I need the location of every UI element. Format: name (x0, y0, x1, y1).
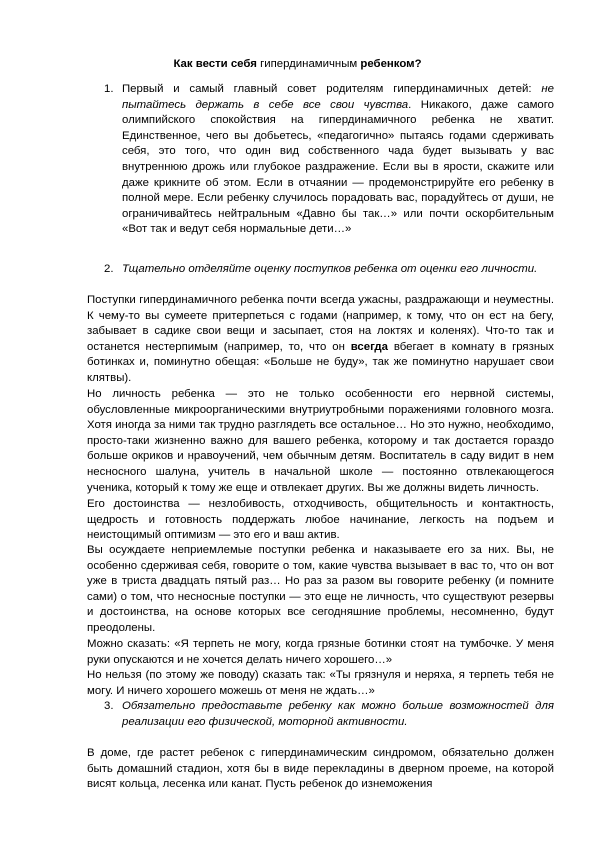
list-item-3: Обязательно предоставьте ребенку как можно больше возможностей для реализации его физической, моторной активности. (122, 700, 554, 728)
paragraph-3: Его достоинства — незлобивость, отходчивость, общительность и контактность, щедрость и готовность поддержать любое начинание, легкость на подъем и неистощимый оптимизм — это его и ваш актив. (87, 498, 554, 542)
title-regular-part: гипердинамичным (256, 58, 361, 70)
list-item-1-italic: не пытайтесь держать в себе все свои чувства (122, 83, 554, 111)
paragraph-1-text-a: Поступки гипердинамичного ребенка почти всегда ужасны, раздражающи и неуместны. К чему-то вы сумеете притерпеться с годами (например, к тому, что он ест на бегу, забывает в садике свои вещи и засыпает, стоя на локтях и коленях). Что-то так и останется нестерпимым (например, то, что он (87, 294, 554, 353)
list-item-1-lead: Первый и самый главный совет родителям гипердинамичных детей: (122, 83, 542, 95)
list-item-2-number: 2. (104, 263, 114, 275)
list-item-1-number: 1. (104, 83, 114, 95)
paragraph-1-text-b: вбегает в комнату в грязных ботинках и, поминутно обещая: «Больше не буду», так же поминутно нарушает свои клятвы). (87, 340, 554, 384)
list-item-1-text: . Никакого, даже самого олимпийского спокойствия на гипердинамичного ребенка не хватит. Единственное, чего вы добьетесь, «педагогично» пытаясь годами сдерживать себя, это того, что один вид собственного чада будет вызывать у вас внутреннюю дрожь или глубокое раздражение. Если вы в ярости, скажите или даже крикните об этом. Если в отчаянии — продемонстрируйте его ребенку в полной мере. Если ребенку случилось порадовать вас, порадуйтесь от души, не ограничивайтесь нейтральным «Давно бы так…» или почти оскорбительным «Вот так и ведут себя нормальные дети…» (122, 98, 554, 236)
paragraph-2: Но личность ребенка — это не только особенности его нервной системы, обусловленные микроорганическими внутриутробными поражениями головного мозга. Хотя иногда за ними так трудно разглядеть все остальное… Но это нужно, необходимо, просто-таки жизненно важно для вашего ребенка, которому и так достается гораздо больше окриков и нравоучений, чем обычным детям. Воспитатель в саду видит в нем несносного шалуна, учитель в начальной школе — постоянно отвлекающегося ученика, который к тому же еще и отвлекает других. Вы же должны видеть личность. (87, 388, 554, 494)
paragraph-7: В доме, где растет ребенок с гипердинамическим синдромом, обязательно должен быть домашний стадион, хотя бы в виде перекладины в дверном проеме, на которой висят кольца, лесенка или канат. Пусть ребенок до изнеможения (87, 747, 554, 791)
title-bold-part-1: Как вести себя (173, 58, 257, 70)
paragraph-1 (87, 293, 554, 387)
list-item-2: Тщательно отделяйте оценку поступков ребенка от оценки его личности. (122, 263, 538, 275)
list-item-3-number: 3. (104, 700, 114, 712)
paragraph-1-bold: всегда (350, 340, 388, 353)
list-item-1 (122, 82, 554, 272)
paragraph-4: Вы осуждаете неприемлемые поступки ребенка и наказываете его за них. Вы, не особенно сдерживая себя, говорите о том, какие чувства вызывает в вас то, что он вот уже в триста двадцать пятый раз… Но раз за разом вы говорите ребенку (и помните сами) о том, что несносные поступки — это еще не личность, что существуют резервы и достоинства, на основе которых все сегодняшние проблемы, несомненно, будут преодолены. (87, 544, 554, 634)
paragraph-5: Можно сказать: «Я терпеть не могу, когда грязные ботинки стоят на тумбочке. У меня руки опускаются и не хочется делать ничего хорошего…» (87, 638, 554, 666)
title-bold-part-2: ребенком? (360, 58, 422, 70)
paragraph-6: Но нельзя (по этому же поводу) сказать так: «Ты грязнуля и неряха, я терпеть тебя не могу. И ничего хорошего можешь от меня не ждать…» (87, 669, 554, 697)
document-title (0, 57, 595, 73)
